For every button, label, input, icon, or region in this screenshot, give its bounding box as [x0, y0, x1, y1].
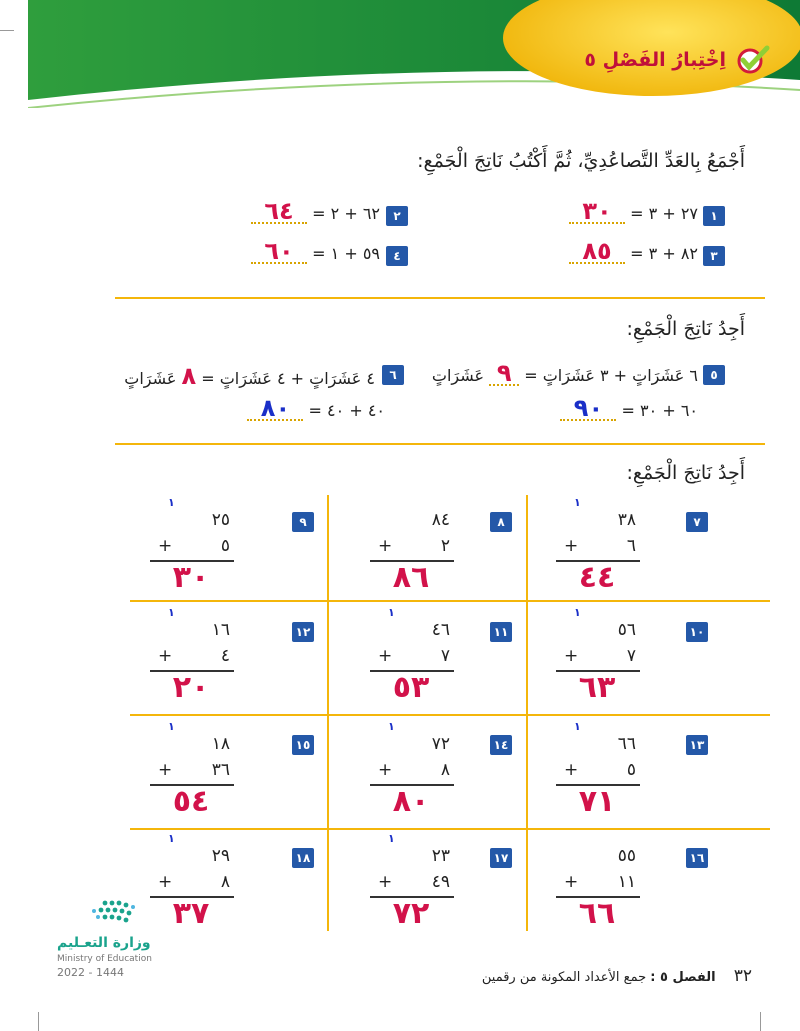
- problem-number-14: ١٤: [490, 735, 512, 755]
- problem-9-addend-line: ٥ +: [158, 536, 230, 556]
- problem-number-1: ١: [703, 206, 725, 226]
- equation-3: [569, 237, 698, 265]
- problem-number-16: ١٦: [686, 848, 708, 868]
- problem-17-sum: ٧٢: [392, 896, 430, 931]
- problem-7-addend: ٦: [626, 536, 636, 556]
- problem-8-addend-line: ٢ +: [378, 536, 450, 556]
- answer-1: ٣٠: [569, 200, 625, 224]
- problem-9-top: ٢٥: [211, 510, 230, 530]
- problem-number-5: ٥: [703, 365, 725, 385]
- problem-8-addend: ٢: [440, 536, 450, 556]
- grid-line: [327, 495, 329, 931]
- page-footer: [482, 966, 752, 986]
- crop-mark: [38, 1012, 39, 1031]
- answer-6b: ٨٠: [247, 397, 303, 421]
- problem-17-top: ٢٣: [431, 846, 450, 866]
- problem-9: [150, 496, 240, 595]
- problem-10-addend-line: ٧ +: [564, 646, 636, 666]
- problem-14-addend-line: ٨ +: [378, 760, 450, 780]
- ministry-year: 2022 - 1444: [57, 966, 124, 979]
- carry-mark: ١: [168, 720, 175, 733]
- carry-mark: ١: [388, 720, 395, 733]
- problem-7-top: ٣٨: [617, 510, 636, 530]
- problem-7: [556, 496, 646, 595]
- problem-11: [370, 606, 460, 705]
- section1-instruction: أَجْمَعُ بِالعَدِّ التَّصاعُدِيِّ، ثُمَّ أَكْتُبُ نَاتِجَ الْجَمْعِ:: [417, 150, 745, 172]
- equation-1: [569, 197, 698, 225]
- problem-12-addend: ٤: [220, 646, 230, 666]
- problem-12-sum: ٢٠: [172, 670, 210, 705]
- carry-mark: ١: [388, 832, 395, 845]
- divider: [115, 443, 765, 445]
- answer-6a: ٨: [181, 362, 197, 390]
- answer-4: ٦٠: [251, 240, 307, 264]
- problem-8-top: ٨٤: [431, 510, 450, 530]
- problem-number-4: ٤: [386, 246, 408, 266]
- problem-14-top: ٧٢: [431, 734, 450, 754]
- problem-10-top: ٥٦: [617, 620, 636, 640]
- crop-mark: [760, 1012, 761, 1031]
- carry-mark: ١: [574, 720, 581, 733]
- equation-4: [251, 237, 380, 265]
- chapter-title: جمع الأعداد المكونة من رقمين: [481, 970, 647, 985]
- problem-7-sum: ٤٤: [578, 560, 616, 595]
- equation-1-expr: ٢٧ + ٣ =: [630, 204, 698, 223]
- problem-number-3: ٣: [703, 246, 725, 266]
- equation-2: [251, 197, 380, 225]
- problem-16-top: ٥٥: [617, 846, 636, 866]
- grid-line: [130, 714, 770, 716]
- problem-8: [370, 510, 460, 595]
- ministry-name-en: Ministry of Education: [57, 954, 152, 964]
- section3-instruction: أَجِدُ نَاتِجَ الْجَمْعِ:: [626, 462, 745, 484]
- grid-line: [526, 495, 528, 931]
- equation-4-expr: ٥٩ + ١ =: [312, 244, 380, 263]
- answer-5a: ٩: [489, 362, 519, 386]
- problem-number-10: ١٠: [686, 622, 708, 642]
- problem-17: [370, 832, 460, 931]
- section2-instruction: أَجِدُ نَاتِجَ الْجَمْعِ:: [626, 318, 745, 340]
- checkmark-icon: [736, 45, 770, 75]
- problem-10-addend: ٧: [626, 646, 636, 666]
- equation-5-line1: [431, 359, 698, 387]
- divider: [115, 297, 765, 299]
- problem-11-top: ٤٦: [431, 620, 450, 640]
- problem-number-9: ٩: [292, 512, 314, 532]
- problem-number-8: ٨: [490, 512, 512, 532]
- equation-6-text: ٤ عَشَرَاتٍ + ٤ عَشَرَاتٍ =: [201, 369, 375, 388]
- problem-15-addend: ٣٦: [211, 760, 230, 780]
- problem-13: [556, 720, 646, 819]
- problem-11-sum: ٥٣: [392, 670, 430, 705]
- carry-mark: ١: [168, 832, 175, 845]
- grid-line: [130, 600, 770, 602]
- problem-number-12: ١٢: [292, 622, 314, 642]
- problem-12-top: ١٦: [211, 620, 230, 640]
- equation-6-unit: عَشَرَاتٍ: [124, 369, 177, 388]
- problem-9-sum: ٣٠: [172, 560, 210, 595]
- grid-line: [130, 828, 770, 830]
- problem-8-sum: ٨٦: [392, 560, 430, 595]
- answer-2: ٦٤: [251, 200, 307, 224]
- problem-7-addend-line: ٦ +: [564, 536, 636, 556]
- problem-16: [556, 846, 646, 931]
- problem-13-addend-line: ٥ +: [564, 760, 636, 780]
- problem-15-top: ١٨: [211, 734, 230, 754]
- problem-18-top: ٢٩: [211, 846, 230, 866]
- equation-2-expr: ٦٢ + ٢ =: [312, 204, 380, 223]
- problem-14-sum: ٨٠: [392, 784, 430, 819]
- problem-9-addend: ٥: [220, 536, 230, 556]
- problem-17-addend-line: ٤٩ +: [378, 872, 450, 892]
- equation-5-unit: عَشَرَاتٍ: [431, 366, 485, 385]
- equation-5-text: ٦ عَشَرَاتٍ + ٣ عَشَرَاتٍ =: [524, 366, 698, 385]
- problem-11-addend-line: ٧ +: [378, 646, 450, 666]
- problem-number-11: ١١: [490, 622, 512, 642]
- problem-number-18: ١٨: [292, 848, 314, 868]
- problem-13-top: ٦٦: [617, 734, 636, 754]
- problem-number-13: ١٣: [686, 735, 708, 755]
- carry-mark: ١: [574, 606, 581, 619]
- problem-number-15: ١٥: [292, 735, 314, 755]
- equation-5-line2-expr: ٦٠ + ٣٠ =: [621, 401, 698, 420]
- problem-11-addend: ٧: [440, 646, 450, 666]
- problem-12: [150, 606, 240, 705]
- problem-10: [556, 606, 646, 705]
- problem-17-addend: ٤٩: [431, 872, 450, 892]
- problem-number-7: ٧: [686, 512, 708, 532]
- carry-mark: ١: [574, 496, 581, 509]
- problem-15-sum: ٥٤: [172, 784, 210, 819]
- problem-18-sum: ٣٧: [172, 896, 210, 931]
- problem-13-sum: ٧١: [578, 784, 616, 819]
- chapter-test-badge: [560, 40, 770, 80]
- carry-mark: ١: [168, 496, 175, 509]
- equation-6-line2: [247, 394, 385, 422]
- chapter-test-title: اِخْتِبارُ الفَصْلِ ٥: [584, 49, 726, 71]
- problem-number-6: ٦: [382, 365, 404, 385]
- problem-14: [370, 720, 460, 819]
- problem-18-addend-line: ٨ +: [158, 872, 230, 892]
- ministry-logo-icon: [57, 895, 167, 931]
- ministry-name-ar: وزارة التعـليم: [57, 935, 151, 951]
- crop-mark: [0, 30, 14, 31]
- problem-number-17: ١٧: [490, 848, 512, 868]
- answer-3: ٨٥: [569, 240, 625, 264]
- page-number: ٣٢: [733, 966, 752, 986]
- problem-18-addend: ٨: [220, 872, 230, 892]
- problem-12-addend-line: ٤ +: [158, 646, 230, 666]
- carry-mark: ١: [388, 606, 395, 619]
- problem-number-2: ٢: [386, 206, 408, 226]
- problem-14-addend: ٨: [440, 760, 450, 780]
- chapter-label: الفصل ٥ :: [650, 970, 716, 985]
- carry-mark: ١: [168, 606, 175, 619]
- problem-10-sum: ٦٣: [578, 670, 616, 705]
- equation-5-line2: [560, 394, 698, 422]
- equation-6-line2-expr: ٤٠ + ٤٠ =: [308, 401, 385, 420]
- problem-16-addend: ١١: [617, 872, 636, 892]
- problem-15-addend-line: ٣٦ +: [158, 760, 230, 780]
- equation-3-expr: ٨٢ + ٣ =: [630, 244, 698, 263]
- problem-13-addend: ٥: [626, 760, 636, 780]
- problem-16-sum: ٦٦: [578, 896, 616, 931]
- equation-6-line1: [124, 362, 375, 390]
- problem-16-addend-line: ١١ +: [564, 872, 636, 892]
- answer-5b: ٩٠: [560, 397, 616, 421]
- problem-15: [150, 720, 240, 819]
